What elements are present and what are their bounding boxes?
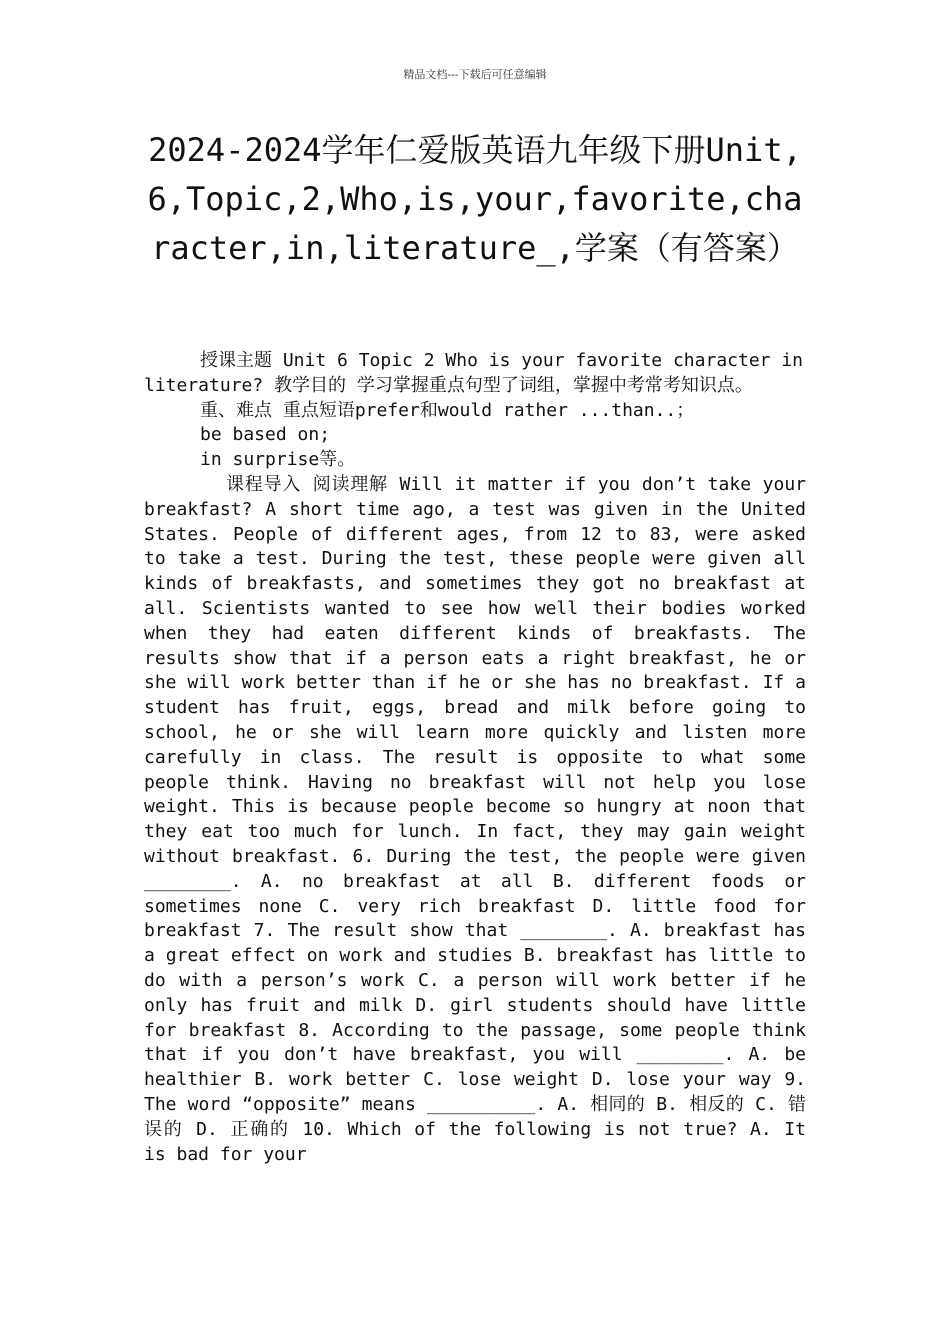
intro-paragraph: 授课主题 Unit 6 Topic 2 Who is your favorite character in literature? 教学目的 学习掌握重点句型了词组，掌握中考常考知识点。	[144, 350, 804, 396]
reading-passage: 课程导入 阅读理解 Will it matter if you don’t take your breakfast? A short time ago, a test was given in the United States. People of different ages, from 12 to 83, were asked to take a test. During the test, these people were given all kinds of breakfasts, and sometimes they got no breakfast at all. Scientists wanted to see how well their bodies worked when they had eaten different kinds of breakfasts. The results show that if a person eats a right breakfast, he or she will work better than if he or she has no breakfast. If a student has fruit, eggs, bread and milk before going to school, he or she will learn more quickly and listen more carefully in class. The result is opposite to what some people think. Having no breakfast will not help you lose weight. This is because people become so hungry at noon that they eat too much for lunch. In fact, they may gain weight without breakfast. 6. During the test, the people were given ________. A. no breakfast at all B. different foods or sometimes none C. very rich breakfast D. little food for breakfast 7. The result show that ________. A. breakfast has a great effect on work and studies B. breakfast has little to do with a person’s work C. a person will work better if he only has fruit and milk D. girl students should have little for breakfast 8. According to the passage, some people think that if you don’t have breakfast, you will ________. A. be healthier B. work better C. lose weight D. lose your way 9. The word “opposite” means __________. A. 相同的 B. 相反的 C. 错误的 D. 正确的 10. Which of the following is not true? A. It is bad for your	[144, 473, 806, 1165]
document-body	[144, 349, 806, 1167]
header-note: 精品文档---下载后可任意编辑	[403, 68, 547, 81]
key-points-line: 重、难点 重点短语prefer和would rather ...than..；	[200, 399, 695, 421]
phrase-line-2: in surprise等。	[200, 449, 356, 471]
phrase-line-1: be based on;	[200, 424, 331, 446]
document-title: 2024-2024学年仁爱版英语九年级下册Unit,6,Topic,2,Who,is,your,favorite,character,in,literature_,学案（有答案）	[147, 131, 803, 267]
